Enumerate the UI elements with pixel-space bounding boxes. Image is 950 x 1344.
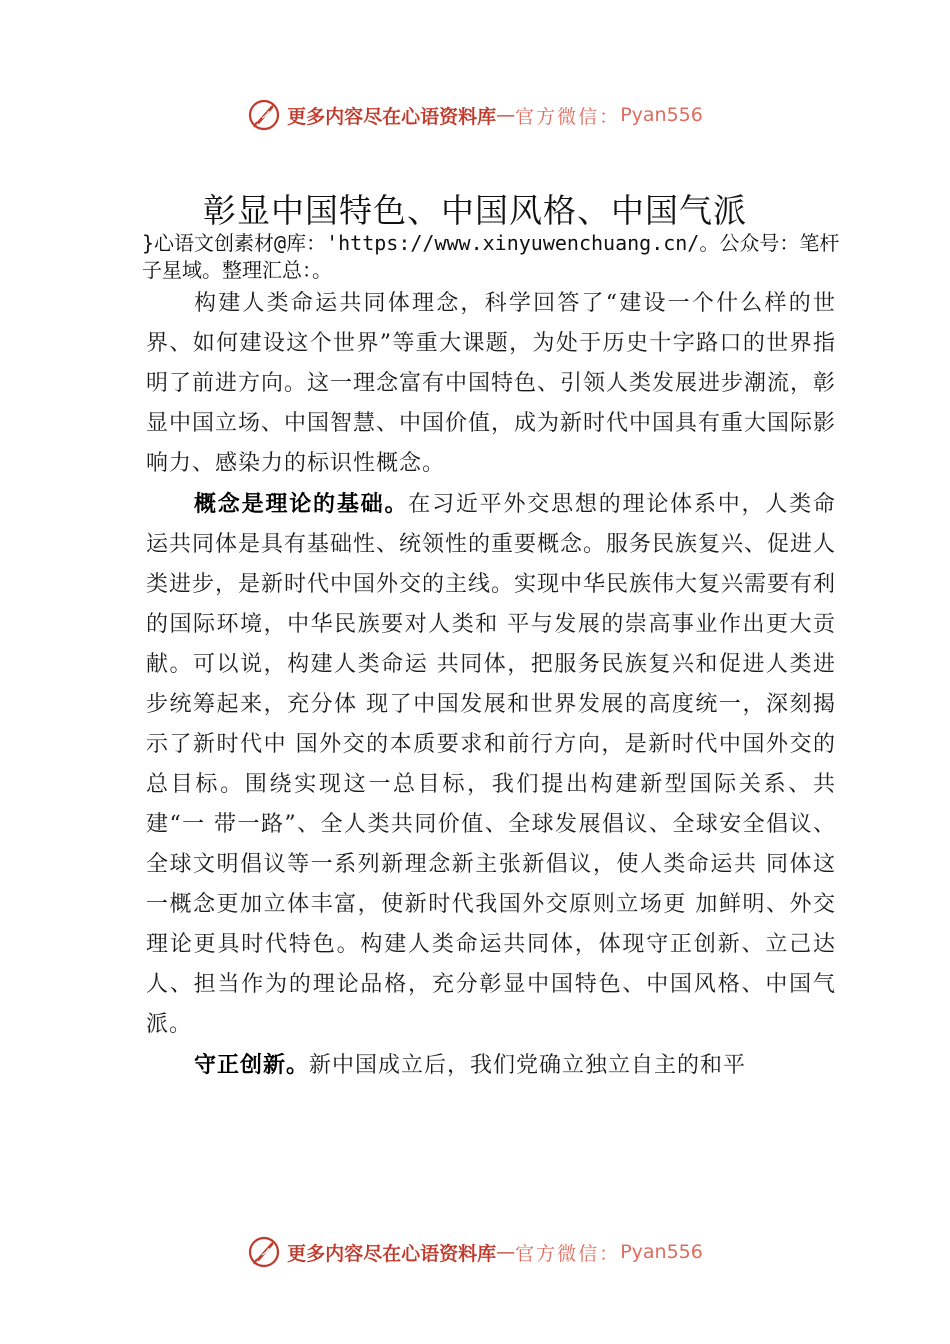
quill-circle-logo-icon — [247, 98, 281, 132]
banner-dash: — — [496, 104, 516, 126]
banner-dash: — — [496, 1241, 516, 1263]
paragraph-text: 构建人类命运共同体理念，科学回答了“建设一个什么样的世界、如何建设这个世界”等重大课题，为处于历史十字路口的世界指明了前进方向。这一理念富有中国特色、引领人类发展进步潮流，彰显中国立场、中国智慧、中国价值，成为新时代中国具有重大国际影响力、感染力的标识性概念。 — [146, 291, 837, 476]
paragraph-lead: 守正创新。 — [194, 1052, 310, 1078]
paragraph-2 — [146, 484, 836, 1045]
paragraph-text: 新中国成立后，我们党确立独立自主的和平 — [309, 1053, 747, 1078]
banner-promo-text: 更多内容尽在心语资料库 — [287, 105, 497, 128]
banner-wechat-label: 官方微信： — [515, 105, 621, 128]
quill-circle-logo-icon — [247, 1235, 281, 1269]
footer-banner — [0, 1232, 950, 1272]
source-line: }心语文创素材@库：'https://www.xinyuwenchuang.cn/。公众号：笔杆子星域。整理汇总：。 — [142, 231, 840, 282]
paragraph-text: 在习近平外交思想的理论体系中，人类命运共同体是具有基础性、统领性的重要概念。服务民族复兴、促进人类进步，是新时代中国外交的主线。实现中华民族伟大复兴需要有利的国际环境，中华民族要对人类和 平与发展的崇高事业作出更大贡献。可以说，构建人类命运 共同体，把服务民族复兴和促进人类进步统筹起来，充分体 现了中国发展和世界发展的高度统一，深刻揭示了新时代中 国外交的本质要求和前行方向，是新时代中国外交的总目标。围绕实现这一总目标，我们提出构建新型国际关系、共建“一 带一路”、全人类共同价值、全球发展倡议、全球安全倡议、全球文明倡议等一系列新理念新主张新倡议，使人类命运共 同体这一概念更加立体丰富，使新时代我国外交原则立场更 加鲜明、外交理论更具时代特色。构建人类命运共同体，体现守正创新、立己达人、担当作为的理论品格，充分彰显中国特色、中国风格、中国气派。 — [146, 492, 837, 1037]
banner-wechat-id: Pyan556 — [620, 1241, 703, 1263]
paragraph-1 — [146, 283, 836, 484]
banner-promo-text: 更多内容尽在心语资料库 — [287, 1242, 497, 1265]
banner-wechat-id: Pyan556 — [620, 104, 703, 126]
banner-wechat-label: 官方微信： — [515, 1242, 621, 1265]
paragraph-lead: 概念是理论的基础。 — [194, 491, 409, 517]
document-body — [146, 283, 836, 1086]
paragraph-3 — [146, 1045, 836, 1086]
header-banner — [0, 95, 950, 135]
document-title: 彰显中国特色、中国风格、中国气派 — [203, 191, 747, 230]
